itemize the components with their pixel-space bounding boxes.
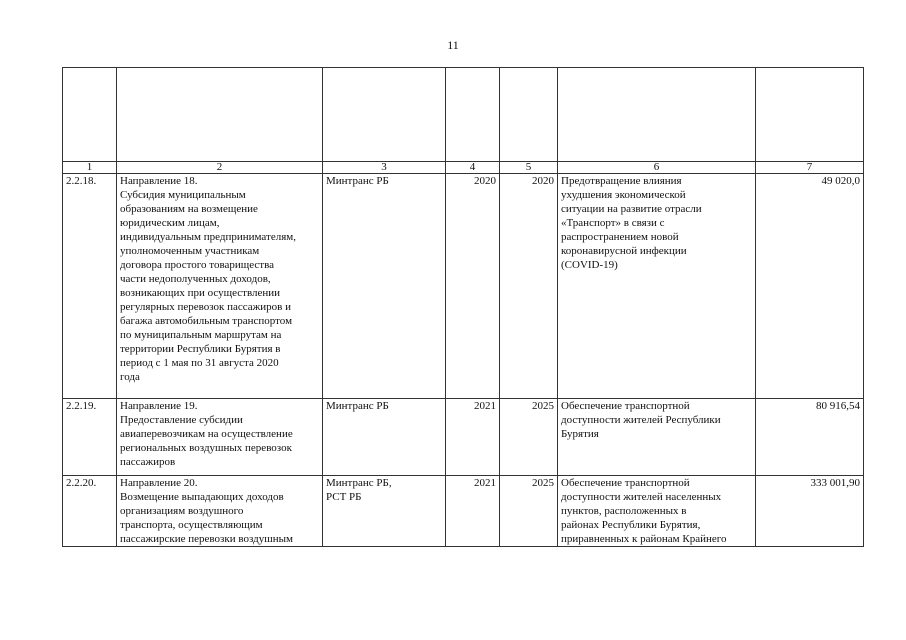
row-direction: Направление 18. Субсидия муниципальным образованиям на возмещение юридическим лицам, индивидуальным предпринимателям, уполномоченным участникам договора простого товарищества части недополученных доходов, возникающих при осуществлении регулярных перевозок пассажиров и багажа автомобильным транспортом по муниципальным маршрутам на территории Республики Бурятия в период с 1 мая по 31 августа 2020 года [117, 174, 323, 399]
row-number: 2.2.18. [63, 174, 117, 399]
row-start-year: 2020 [446, 174, 500, 399]
row-amount: 333 001,90 [756, 476, 864, 547]
column-numbers-row [63, 162, 864, 174]
row-amount: 80 916,54 [756, 399, 864, 476]
header-cell [63, 68, 117, 162]
row-direction: Направление 20. Возмещение выпадающих доходов организациям воздушного транспорта, осуществляющим пассажирские перевозки воздушным [117, 476, 323, 547]
header-cell [558, 68, 756, 162]
row-executor: Минтранс РБ [323, 174, 446, 399]
column-number: 5 [500, 162, 558, 174]
row-end-year: 2025 [500, 476, 558, 547]
row-number: 2.2.20. [63, 476, 117, 547]
header-cell [323, 68, 446, 162]
table-header-row [63, 68, 864, 162]
column-number: 2 [117, 162, 323, 174]
row-executor: Минтранс РБ, РСТ РБ [323, 476, 446, 547]
page-number: 11 [447, 38, 459, 52]
header-cell [756, 68, 864, 162]
row-result: Предотвращение влияния ухудшения экономической ситуации на развитие отрасли «Транспорт» в связи с распространением новой коронавирусной инфекции (COVID-19) [558, 174, 756, 399]
header-cell [117, 68, 323, 162]
row-result: Обеспечение транспортной доступности жителей населенных пунктов, расположенных в районах Республики Бурятия, приравненных к районам Крайнего [558, 476, 756, 547]
header-cell [500, 68, 558, 162]
row-end-year: 2025 [500, 399, 558, 476]
table-row [63, 174, 864, 399]
row-amount: 49 020,0 [756, 174, 864, 399]
column-number: 1 [63, 162, 117, 174]
row-start-year: 2021 [446, 399, 500, 476]
program-table [62, 67, 864, 547]
table-row [63, 476, 864, 547]
table-row [63, 399, 864, 476]
row-start-year: 2021 [446, 476, 500, 547]
column-number: 7 [756, 162, 864, 174]
header-cell [446, 68, 500, 162]
column-number: 4 [446, 162, 500, 174]
row-number: 2.2.19. [63, 399, 117, 476]
row-executor: Минтранс РБ [323, 399, 446, 476]
column-number: 6 [558, 162, 756, 174]
row-direction: Направление 19. Предоставление субсидии авиаперевозчикам на осуществление региональных воздушных перевозок пассажиров [117, 399, 323, 476]
row-result: Обеспечение транспортной доступности жителей Республики Бурятия [558, 399, 756, 476]
row-end-year: 2020 [500, 174, 558, 399]
column-number: 3 [323, 162, 446, 174]
